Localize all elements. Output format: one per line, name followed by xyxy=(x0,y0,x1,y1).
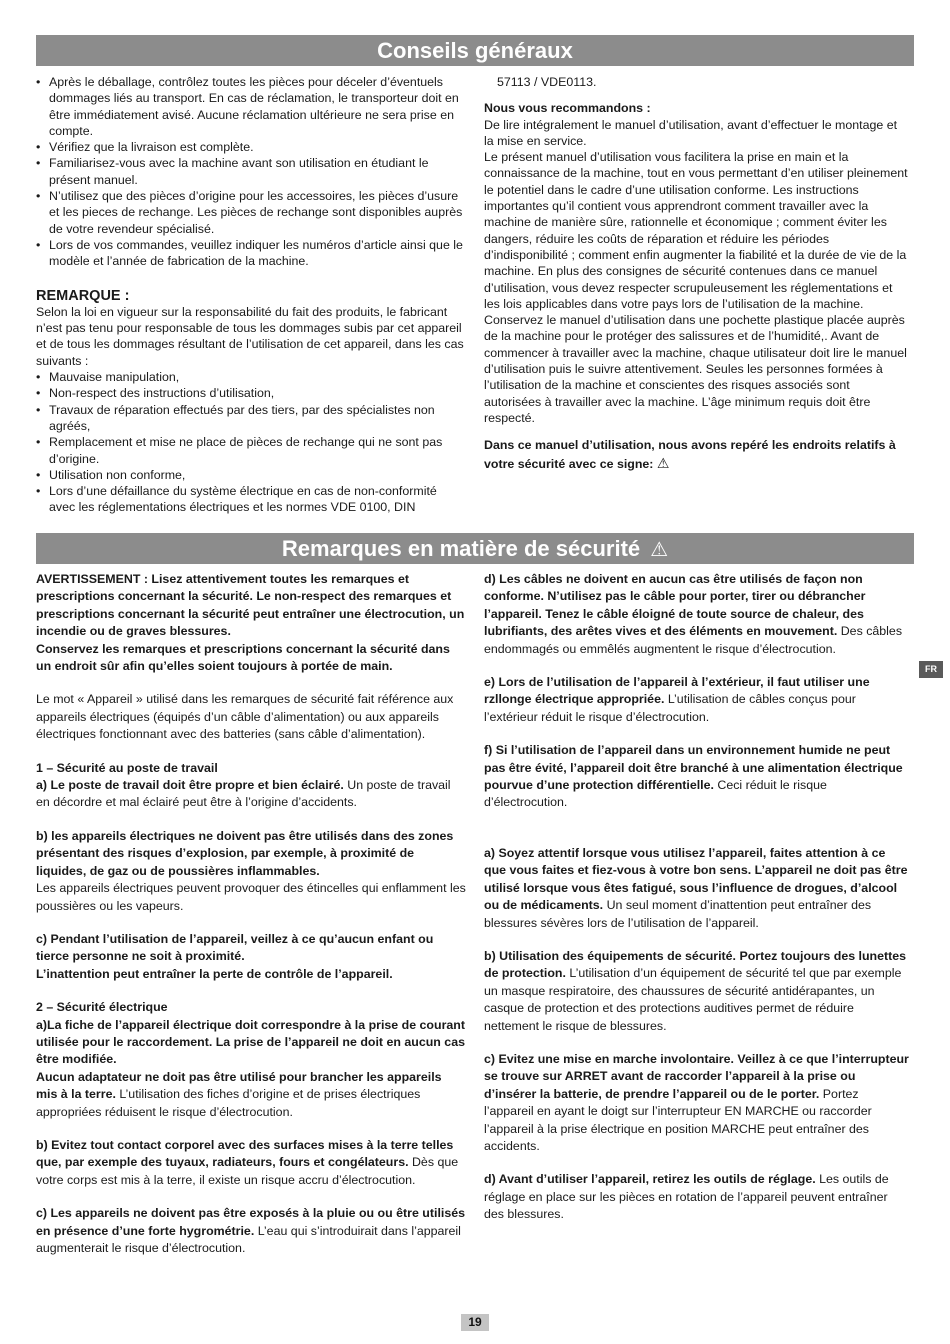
warning-triangle-icon: ⚠ xyxy=(656,455,670,472)
remarque-list xyxy=(36,369,466,516)
page-number: 19 xyxy=(461,1314,489,1331)
section-title-conseils: Conseils généraux xyxy=(36,35,914,66)
electrical-c: c) Les appareils ne doivent pas être exposés à la pluie ou ou être utilisés en présence d’une forte hygrométrie. L’eau qui s’introduirait dans l’appareil augmenterait le risque d’électrocution. xyxy=(36,1206,466,1255)
remarque-text: Selon la loi en vigueur sur la responsabilité du fait des produits, le fabricant n’est pas tenu pour responsable de tous les dommages subis par cet appareil et de tous les dommages résultant de l’utilisation de cet appareil, dans les cas suivants : xyxy=(36,304,464,368)
language-tab: FR xyxy=(919,661,943,678)
list-item: • Travaux de réparation effectués par des tiers, par des spécialistes non agréés, xyxy=(36,402,466,435)
workplace-c-bold: c) Pendant l’utilisation de l’appareil, veillez à ce qu’aucun enfant ou tierce personne ne soit à proximité. xyxy=(36,931,434,964)
remarque-heading: REMARQUE : xyxy=(36,287,130,304)
list-item: • Lors de vos commandes, veuillez indiquer les numéros d’article ainsi que le modèle et l’année de fabrication de la machine. xyxy=(36,237,466,270)
conserve-text: Conservez le manuel d’utilisation dans une pochette plastique placée auprès de la machine pour le protéger des salissures et de l’humidité,. Avant de commencer à travailler avec la machine, chaque utilisateur doit lire le manuel d’utilisation puis le suivre attentivement. Seules les personnes formées à l’utilisation de la machine et conscientes des risques associés sont autorisées à travailler avec la machine. L’âge minimum requis doit être respecté. xyxy=(484,313,907,425)
electrical-b: b) Evitez tout contact corporel avec des surfaces mises à la terre telles que, par exemple des tuyaux, radiateurs, fours et congélateurs. Dès que votre corps est mis à la terre, il existe un risque accru d’électrocution. xyxy=(36,1137,459,1187)
workplace-b-text: Les appareils électriques peuvent provoquer des étincelles qui enflamment les poussières ou les vapeurs. xyxy=(36,881,466,913)
list-item: • Après le déballage, contrôlez toutes les pièces pour déceler d’éventuels dommages liés au transport. En cas de réclamation, le transporteur doit en être immédiatement avisé. Aucune réclamation ultérieure ne sera prise en compte. xyxy=(36,74,466,139)
general-advice-left-column xyxy=(36,74,466,516)
workplace-a: a) Le poste de travail doit être propre et bien éclairé. Un poste de travail en décordre et mal éclairé peut être à l’origine d’accidents. xyxy=(36,778,451,810)
list-item: • N’utilisez que des pièces d’origine pour les accessoires, les pièces d’usure et les pieces de rechange. Les pièces de rechange sont disponibles auprès de votre revendeur spécialisé. xyxy=(36,188,466,237)
general-advice-right-column xyxy=(484,74,910,473)
section-title-securite: Remarques en matière de sécurité ⚠ xyxy=(36,533,914,564)
list-item: • Familiarisez-vous avec la machine avant son utilisation en étudiant le présent manuel. xyxy=(36,155,466,188)
list-item: • Utilisation non conforme, xyxy=(36,467,466,483)
safety-right-column xyxy=(484,571,910,1224)
personal-a: a) Soyez attentif lorsque vous utilisez l’appareil, faites attention à ce que vous faites et fiez-vous à votre bon sens. L’appareil ne doit pas être utilisé lorsque vous êtes fatigué, sous l’influence de drogues, d’alcool ou de médicaments. Un seul moment d’inattention peut entraîner des blessures sévères lors de l’utilisation de l’appareil. xyxy=(484,845,908,930)
workplace-b-bold: b) les appareils électriques ne doivent pas être utilisés dans des zones présentant des risques d’explosion, par exemple, à proximité de liquides, de gaz ou de poussières inflammables. xyxy=(36,828,454,878)
electrical-heading: 2 – Sécurité électrique xyxy=(36,1000,168,1015)
list-item: • Remplacement et mise ne place de pièces de rechange qui ne sont pas d’origine. xyxy=(36,434,466,467)
appareil-definition: Le mot « Appareil » utilisé dans les remarques de sécurité fait référence aux appareils électriques (équipés d’un câble d’alimentation) ou aux appareils électriques fonctionnant avec des batteries (sans câble d’alimentation). xyxy=(36,692,454,742)
recommend-heading: Nous vous recommandons : xyxy=(484,101,651,116)
electrical-f: f) Si l’utilisation de l’appareil dans un environnement humide ne peut pas être évité, l’appareil doit être branché à une alimentation électrique pourvue d’une protection différentielle. Ceci réduit le risque d’électrocution. xyxy=(484,743,903,810)
safety-sign-text: Dans ce manuel d’utilisation, nous avons repéré les endroits relatifs à votre sécurité avec ce signe: xyxy=(484,438,896,472)
workplace-c-bold2: L’inattention peut entraîner la perte de contrôle de l’appareil. xyxy=(36,966,393,981)
electrical-d: d) Les câbles ne doivent en aucun cas être utilisés de façon non conforme. N’utilisez pas le câble pour porter, tirer ou débrancher l’appareil. Tenez le câble éloigné de toute source de chaleur, des lubrifiants, des arêtes vives et des éléments en mouvement. Des câbles endommagés ou emmêlés augmentent le risque d’électrocution. xyxy=(484,572,903,656)
electrical-a: Aucun adaptateur ne doit pas être utilisé pour brancher les appareils mis à la terre. L’utilisation des fiches d’origine et de prises électriques appropriées réduisent le risque d’électrocution. xyxy=(36,1069,442,1119)
norm-continuation: 57113 / VDE0113. xyxy=(497,75,597,89)
electrical-a-bold: a)La fiche de l’appareil électrique doit correspondre à la prise de courant utilisée pour le raccordement. La prise de l’appareil ne doit en aucun cas être modifiée. xyxy=(36,1017,465,1067)
electrical-e: e) Lors de l’utilisation de l’appareil à l’extérieur, il faut utiliser une rzllonge électrique appropriée. L’utilisation de câbles conçus pour l’extérieur réduit le risque d’électrocution. xyxy=(484,675,870,724)
personal-c: c) Evitez une mise en marche involontaire. Veillez à ce que l’interrupteur se trouve sur ARRET avant de raccorder l’appareil à la prise ou d’insérer la batterie, de prendre l’appareil ou de le porter. Portez l’appareil en ayant le doigt sur l’interrupteur EN MARCHE ou raccorder l’appareil à la prise électrique en position MARCHE peut entraîner des accidents. xyxy=(484,1051,909,1153)
manual-text: Le présent manuel d’utilisation vous facilitera la prise en main et la connaissance de la machine, tout en vous permettant d’en utiliser pleinement le potentiel dans le cadre d’une utilisation conforme. Les instructions importantes qu’il contient vous apprendront comment travailler avec la machine de manière sûre, rationnelle et économique ; comment éviter les dangers, réduire les coûts de réparation et réduire les périodes d’indisponibilité ; comment enfin augmenter la fiabilité et la durée de vie de la machine. En plus des consignes de sécurité contenues dans ce manuel d’utilisation, vous devez respecter scrupuleusement les réglementations et les lois applicables dans votre pays lors de l’utilisation de la machine. xyxy=(484,150,908,311)
workplace-heading: 1 – Sécurité au poste de travail xyxy=(36,760,218,775)
general-advice-list xyxy=(36,74,466,270)
warning-triangle-icon: ⚠ xyxy=(650,539,669,561)
list-item: • Vérifiez que la livraison est complète. xyxy=(36,139,466,155)
safety-left-column xyxy=(36,571,466,1257)
recommend-text: De lire intégralement le manuel d’utilisation, avant d’effectuer le montage et la mise en service. xyxy=(484,117,898,148)
personal-b: b) Utilisation des équipements de sécurité. Portez toujours des lunettes de protection. L’utilisation d’un équipement de sécurité tel que par exemple un masque respiratoire, des chaussures de sécurité antidérapantes, un casque de protection et des protections auditives permet de réduire nettement le risque de blessures. xyxy=(484,948,907,1033)
conservez-text: Conservez les remarques et prescriptions concernant la sécurité dans un endroit sûr afin qu’elles soient toujours à portée de main. xyxy=(36,641,450,674)
list-item: • Mauvaise manipulation, xyxy=(36,369,466,385)
personal-d: d) Avant d’utiliser l’appareil, retirez les outils de réglage. Les outils de réglage en place sur les pièces en rotation de l’appareil peuvent entraîner des blessures. xyxy=(484,1172,889,1222)
avertissement-text: AVERTISSEMENT : Lisez attentivement toutes les remarques et prescriptions concernant la sécurité. Le non-respect des remarques et prescriptions concernant la sécurité peut entraîner une électrocution, un incendie ou de graves blessures. xyxy=(36,572,465,639)
list-item: • Lors d’une défaillance du système électrique en cas de non-conformité avec les réglementations électriques et les normes VDE 0100, DIN xyxy=(36,483,466,516)
list-item: • Non-respect des instructions d’utilisation, xyxy=(36,385,466,401)
